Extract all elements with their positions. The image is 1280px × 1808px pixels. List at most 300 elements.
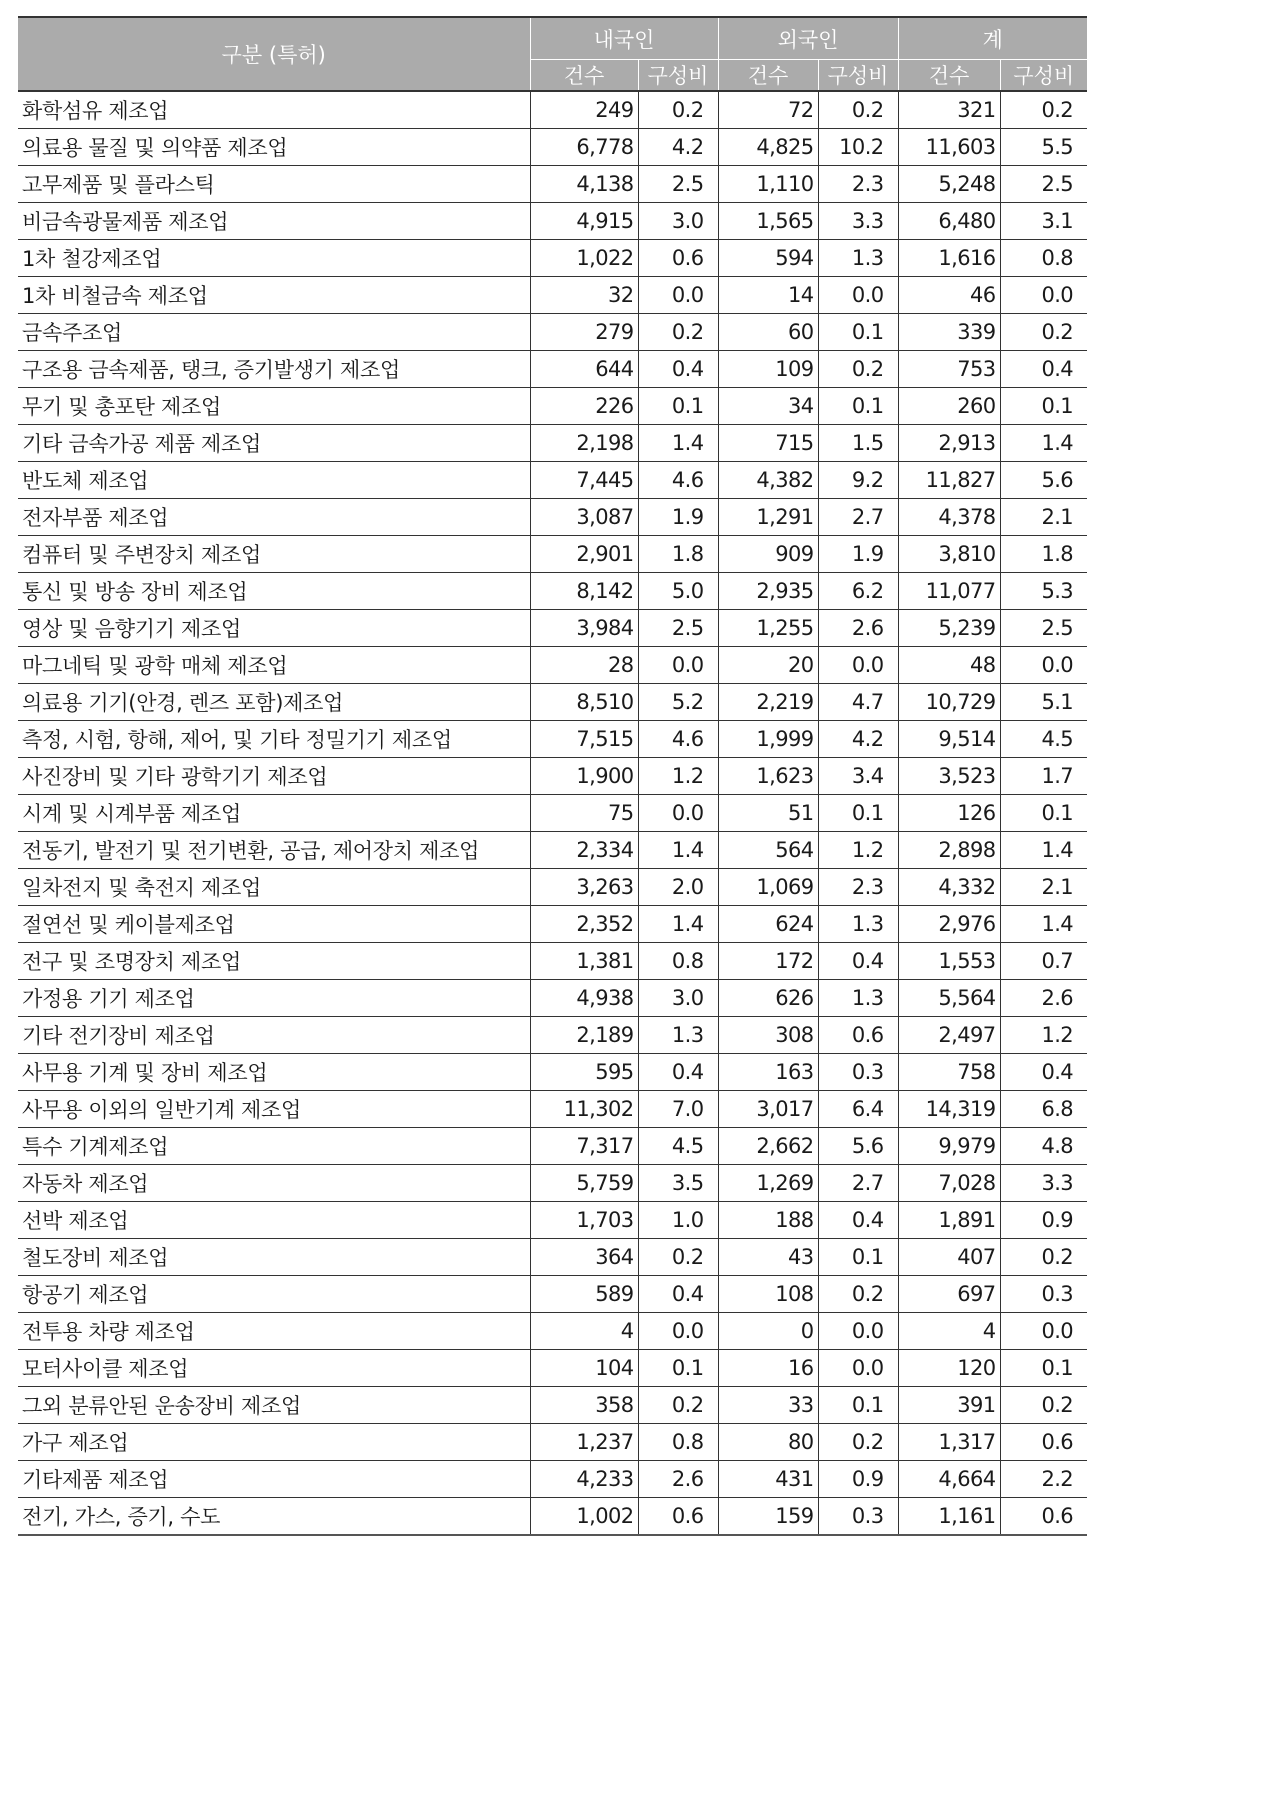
cell-total-pct: 0.2 — [1000, 314, 1087, 351]
cell-domestic-count: 1,002 — [530, 1498, 638, 1536]
cell-foreign-count: 108 — [718, 1276, 818, 1313]
cell-foreign-count: 16 — [718, 1350, 818, 1387]
cell-total-count: 7,028 — [898, 1165, 1000, 1202]
cell-total-pct: 0.8 — [1000, 240, 1087, 277]
cell-domestic-pct: 7.0 — [638, 1091, 718, 1128]
row-label: 화학섬유 제조업 — [18, 91, 530, 129]
table-row — [18, 1054, 1087, 1091]
cell-domestic-count: 4 — [530, 1313, 638, 1350]
cell-total-count: 9,514 — [898, 721, 1000, 758]
cell-foreign-pct: 0.3 — [818, 1054, 898, 1091]
cell-domestic-count: 595 — [530, 1054, 638, 1091]
cell-domestic-pct: 0.8 — [638, 1424, 718, 1461]
cell-total-pct: 2.1 — [1000, 869, 1087, 906]
table-row — [18, 647, 1087, 684]
cell-foreign-count: 4,382 — [718, 462, 818, 499]
table-row — [18, 1424, 1087, 1461]
cell-domestic-count: 279 — [530, 314, 638, 351]
cell-foreign-pct: 1.2 — [818, 832, 898, 869]
cell-foreign-count: 60 — [718, 314, 818, 351]
cell-foreign-count: 431 — [718, 1461, 818, 1498]
cell-domestic-pct: 0.8 — [638, 943, 718, 980]
cell-domestic-pct: 0.6 — [638, 1498, 718, 1536]
table-row — [18, 721, 1087, 758]
cell-domestic-count: 364 — [530, 1239, 638, 1276]
cell-foreign-count: 33 — [718, 1387, 818, 1424]
table-row — [18, 869, 1087, 906]
cell-domestic-count: 644 — [530, 351, 638, 388]
cell-domestic-count: 1,237 — [530, 1424, 638, 1461]
cell-domestic-pct: 0.0 — [638, 795, 718, 832]
cell-domestic-pct: 0.4 — [638, 351, 718, 388]
row-label: 구조용 금속제품, 탱크, 증기발생기 제조업 — [18, 351, 530, 388]
cell-total-pct: 3.1 — [1000, 203, 1087, 240]
patent-statistics-table — [18, 16, 1087, 1536]
cell-total-pct: 0.1 — [1000, 388, 1087, 425]
row-label: 가구 제조업 — [18, 1424, 530, 1461]
cell-foreign-count: 715 — [718, 425, 818, 462]
cell-foreign-pct: 0.1 — [818, 795, 898, 832]
cell-total-count: 4 — [898, 1313, 1000, 1350]
cell-domestic-pct: 4.2 — [638, 129, 718, 166]
cell-total-pct: 5.5 — [1000, 129, 1087, 166]
cell-domestic-count: 75 — [530, 795, 638, 832]
cell-foreign-pct: 6.4 — [818, 1091, 898, 1128]
cell-total-pct: 0.9 — [1000, 1202, 1087, 1239]
row-label: 기타제품 제조업 — [18, 1461, 530, 1498]
cell-total-pct: 5.3 — [1000, 573, 1087, 610]
cell-domestic-pct: 0.4 — [638, 1276, 718, 1313]
table-row — [18, 425, 1087, 462]
row-label: 1차 비철금속 제조업 — [18, 277, 530, 314]
cell-foreign-count: 72 — [718, 91, 818, 129]
cell-total-count: 1,553 — [898, 943, 1000, 980]
table-row — [18, 1165, 1087, 1202]
cell-domestic-count: 2,901 — [530, 536, 638, 573]
cell-total-pct: 0.7 — [1000, 943, 1087, 980]
cell-total-count: 321 — [898, 91, 1000, 129]
cell-domestic-count: 1,381 — [530, 943, 638, 980]
cell-total-count: 260 — [898, 388, 1000, 425]
cell-domestic-pct: 5.0 — [638, 573, 718, 610]
cell-foreign-pct: 0.2 — [818, 1424, 898, 1461]
cell-total-pct: 1.8 — [1000, 536, 1087, 573]
cell-foreign-count: 80 — [718, 1424, 818, 1461]
row-label: 그외 분류안된 운송장비 제조업 — [18, 1387, 530, 1424]
cell-foreign-pct: 0.6 — [818, 1017, 898, 1054]
cell-domestic-count: 28 — [530, 647, 638, 684]
cell-domestic-pct: 0.2 — [638, 1387, 718, 1424]
cell-foreign-pct: 0.1 — [818, 314, 898, 351]
cell-domestic-count: 32 — [530, 277, 638, 314]
cell-foreign-pct: 0.1 — [818, 1239, 898, 1276]
cell-foreign-pct: 0.2 — [818, 91, 898, 129]
cell-foreign-count: 3,017 — [718, 1091, 818, 1128]
cell-total-count: 3,523 — [898, 758, 1000, 795]
cell-domestic-count: 589 — [530, 1276, 638, 1313]
patent-statistics-table-container — [18, 16, 1087, 1536]
row-label: 사진장비 및 기타 광학기기 제조업 — [18, 758, 530, 795]
cell-foreign-pct: 5.6 — [818, 1128, 898, 1165]
cell-foreign-pct: 2.7 — [818, 1165, 898, 1202]
cell-domestic-pct: 3.5 — [638, 1165, 718, 1202]
cell-total-count: 1,891 — [898, 1202, 1000, 1239]
cell-foreign-pct: 0.1 — [818, 388, 898, 425]
cell-foreign-pct: 2.7 — [818, 499, 898, 536]
cell-foreign-count: 2,662 — [718, 1128, 818, 1165]
cell-domestic-pct: 0.2 — [638, 91, 718, 129]
table-row — [18, 1350, 1087, 1387]
cell-total-pct: 2.5 — [1000, 610, 1087, 647]
cell-total-pct: 0.6 — [1000, 1424, 1087, 1461]
table-row — [18, 203, 1087, 240]
cell-foreign-count: 188 — [718, 1202, 818, 1239]
cell-foreign-pct: 1.3 — [818, 240, 898, 277]
header-group-foreign: 외국인 — [718, 17, 898, 60]
row-label: 전기, 가스, 증기, 수도 — [18, 1498, 530, 1536]
table-row — [18, 610, 1087, 647]
row-label: 1차 철강제조업 — [18, 240, 530, 277]
table-row — [18, 91, 1087, 129]
cell-total-count: 4,664 — [898, 1461, 1000, 1498]
cell-total-pct: 0.4 — [1000, 1054, 1087, 1091]
cell-foreign-pct: 0.0 — [818, 277, 898, 314]
row-label: 선박 제조업 — [18, 1202, 530, 1239]
table-row — [18, 832, 1087, 869]
cell-foreign-count: 909 — [718, 536, 818, 573]
cell-total-count: 11,827 — [898, 462, 1000, 499]
cell-foreign-pct: 0.0 — [818, 647, 898, 684]
cell-total-pct: 0.2 — [1000, 1387, 1087, 1424]
table-row — [18, 1202, 1087, 1239]
table-row — [18, 1498, 1087, 1536]
cell-domestic-pct: 1.4 — [638, 832, 718, 869]
table-row — [18, 462, 1087, 499]
cell-domestic-pct: 2.5 — [638, 166, 718, 203]
row-label: 측정, 시험, 항해, 제어, 및 기타 정밀기기 제조업 — [18, 721, 530, 758]
cell-domestic-pct: 0.0 — [638, 277, 718, 314]
table-row — [18, 1461, 1087, 1498]
cell-foreign-count: 2,935 — [718, 573, 818, 610]
cell-total-pct: 5.6 — [1000, 462, 1087, 499]
table-row — [18, 240, 1087, 277]
cell-total-count: 2,913 — [898, 425, 1000, 462]
table-row — [18, 943, 1087, 980]
cell-domestic-count: 1,900 — [530, 758, 638, 795]
table-row — [18, 1276, 1087, 1313]
cell-domestic-count: 2,352 — [530, 906, 638, 943]
cell-total-count: 1,616 — [898, 240, 1000, 277]
cell-foreign-count: 34 — [718, 388, 818, 425]
cell-total-pct: 0.6 — [1000, 1498, 1087, 1536]
cell-total-count: 2,976 — [898, 906, 1000, 943]
row-label: 무기 및 총포탄 제조업 — [18, 388, 530, 425]
cell-foreign-count: 564 — [718, 832, 818, 869]
cell-total-count: 5,248 — [898, 166, 1000, 203]
cell-foreign-count: 20 — [718, 647, 818, 684]
cell-total-pct: 0.3 — [1000, 1276, 1087, 1313]
cell-domestic-pct: 0.2 — [638, 314, 718, 351]
cell-foreign-pct: 0.4 — [818, 1202, 898, 1239]
cell-foreign-pct: 1.9 — [818, 536, 898, 573]
cell-total-count: 3,810 — [898, 536, 1000, 573]
table-row — [18, 1017, 1087, 1054]
cell-domestic-count: 104 — [530, 1350, 638, 1387]
cell-foreign-count: 594 — [718, 240, 818, 277]
row-label: 모터사이클 제조업 — [18, 1350, 530, 1387]
cell-foreign-count: 14 — [718, 277, 818, 314]
cell-domestic-pct: 1.0 — [638, 1202, 718, 1239]
cell-domestic-pct: 1.4 — [638, 906, 718, 943]
cell-domestic-pct: 1.8 — [638, 536, 718, 573]
cell-domestic-pct: 4.6 — [638, 462, 718, 499]
cell-foreign-pct: 0.9 — [818, 1461, 898, 1498]
cell-domestic-count: 7,515 — [530, 721, 638, 758]
row-label: 마그네틱 및 광학 매체 제조업 — [18, 647, 530, 684]
cell-total-count: 4,332 — [898, 869, 1000, 906]
cell-domestic-count: 4,233 — [530, 1461, 638, 1498]
table-row — [18, 1239, 1087, 1276]
cell-foreign-count: 308 — [718, 1017, 818, 1054]
cell-total-count: 2,497 — [898, 1017, 1000, 1054]
cell-foreign-pct: 10.2 — [818, 129, 898, 166]
cell-domestic-pct: 0.0 — [638, 1313, 718, 1350]
row-label: 항공기 제조업 — [18, 1276, 530, 1313]
cell-total-pct: 0.2 — [1000, 91, 1087, 129]
cell-total-pct: 4.8 — [1000, 1128, 1087, 1165]
cell-total-pct: 0.0 — [1000, 1313, 1087, 1350]
cell-foreign-pct: 3.4 — [818, 758, 898, 795]
cell-foreign-pct: 2.6 — [818, 610, 898, 647]
table-row — [18, 573, 1087, 610]
table-row — [18, 1091, 1087, 1128]
cell-foreign-count: 1,110 — [718, 166, 818, 203]
cell-total-count: 4,378 — [898, 499, 1000, 536]
cell-total-pct: 0.0 — [1000, 277, 1087, 314]
cell-domestic-count: 4,138 — [530, 166, 638, 203]
header-total-count: 건수 — [898, 60, 1000, 92]
cell-total-count: 6,480 — [898, 203, 1000, 240]
row-label: 사무용 기계 및 장비 제조업 — [18, 1054, 530, 1091]
cell-domestic-pct: 2.5 — [638, 610, 718, 647]
header-group-domestic: 내국인 — [530, 17, 718, 60]
cell-domestic-count: 1,703 — [530, 1202, 638, 1239]
cell-total-count: 48 — [898, 647, 1000, 684]
cell-total-pct: 2.6 — [1000, 980, 1087, 1017]
cell-total-count: 120 — [898, 1350, 1000, 1387]
cell-foreign-count: 43 — [718, 1239, 818, 1276]
cell-foreign-count: 159 — [718, 1498, 818, 1536]
cell-domestic-pct: 3.0 — [638, 980, 718, 1017]
table-row — [18, 906, 1087, 943]
cell-domestic-count: 7,317 — [530, 1128, 638, 1165]
cell-total-pct: 2.5 — [1000, 166, 1087, 203]
row-label: 일차전지 및 축전지 제조업 — [18, 869, 530, 906]
cell-foreign-count: 109 — [718, 351, 818, 388]
cell-foreign-pct: 6.2 — [818, 573, 898, 610]
row-label: 사무용 이외의 일반기계 제조업 — [18, 1091, 530, 1128]
cell-foreign-count: 172 — [718, 943, 818, 980]
table-row — [18, 351, 1087, 388]
cell-domestic-count: 226 — [530, 388, 638, 425]
cell-domestic-pct: 1.2 — [638, 758, 718, 795]
cell-foreign-count: 163 — [718, 1054, 818, 1091]
header-total-pct: 구성비 — [1000, 60, 1087, 92]
row-label: 특수 기계제조업 — [18, 1128, 530, 1165]
table-row — [18, 277, 1087, 314]
cell-total-pct: 4.5 — [1000, 721, 1087, 758]
cell-domestic-pct: 3.0 — [638, 203, 718, 240]
cell-total-count: 753 — [898, 351, 1000, 388]
cell-total-count: 126 — [898, 795, 1000, 832]
row-label: 전구 및 조명장치 제조업 — [18, 943, 530, 980]
cell-total-count: 5,239 — [898, 610, 1000, 647]
row-label: 기타 전기장비 제조업 — [18, 1017, 530, 1054]
header-foreign-count: 건수 — [718, 60, 818, 92]
cell-foreign-count: 1,269 — [718, 1165, 818, 1202]
cell-foreign-count: 0 — [718, 1313, 818, 1350]
cell-total-pct: 0.4 — [1000, 351, 1087, 388]
header-domestic-pct: 구성비 — [638, 60, 718, 92]
cell-domestic-pct: 2.0 — [638, 869, 718, 906]
cell-foreign-pct: 2.3 — [818, 166, 898, 203]
cell-total-count: 339 — [898, 314, 1000, 351]
table-row — [18, 388, 1087, 425]
cell-foreign-count: 624 — [718, 906, 818, 943]
cell-foreign-pct: 0.1 — [818, 1387, 898, 1424]
cell-foreign-count: 1,623 — [718, 758, 818, 795]
table-row — [18, 758, 1087, 795]
row-label: 의료용 기기(안경, 렌즈 포함)제조업 — [18, 684, 530, 721]
cell-domestic-pct: 2.6 — [638, 1461, 718, 1498]
header-row-groups — [18, 17, 1087, 60]
cell-total-count: 2,898 — [898, 832, 1000, 869]
cell-domestic-count: 8,142 — [530, 573, 638, 610]
cell-domestic-count: 3,087 — [530, 499, 638, 536]
cell-domestic-pct: 0.6 — [638, 240, 718, 277]
row-label: 고무제품 및 플라스틱 — [18, 166, 530, 203]
row-label: 반도체 제조업 — [18, 462, 530, 499]
cell-domestic-count: 4,915 — [530, 203, 638, 240]
cell-total-pct: 0.1 — [1000, 1350, 1087, 1387]
cell-domestic-count: 8,510 — [530, 684, 638, 721]
row-label: 기타 금속가공 제품 제조업 — [18, 425, 530, 462]
cell-total-pct: 1.4 — [1000, 832, 1087, 869]
cell-foreign-pct: 1.3 — [818, 906, 898, 943]
cell-total-pct: 2.2 — [1000, 1461, 1087, 1498]
cell-total-count: 697 — [898, 1276, 1000, 1313]
cell-total-count: 1,317 — [898, 1424, 1000, 1461]
cell-foreign-count: 4,825 — [718, 129, 818, 166]
header-foreign-pct: 구성비 — [818, 60, 898, 92]
cell-foreign-pct: 2.3 — [818, 869, 898, 906]
row-label: 철도장비 제조업 — [18, 1239, 530, 1276]
table-row — [18, 536, 1087, 573]
row-label: 전자부품 제조업 — [18, 499, 530, 536]
cell-domestic-count: 249 — [530, 91, 638, 129]
cell-total-pct: 2.1 — [1000, 499, 1087, 536]
cell-total-count: 10,729 — [898, 684, 1000, 721]
row-label: 의료용 물질 및 의약품 제조업 — [18, 129, 530, 166]
cell-domestic-pct: 0.1 — [638, 1350, 718, 1387]
cell-total-pct: 5.1 — [1000, 684, 1087, 721]
cell-domestic-pct: 1.3 — [638, 1017, 718, 1054]
cell-domestic-count: 7,445 — [530, 462, 638, 499]
cell-total-count: 14,319 — [898, 1091, 1000, 1128]
cell-foreign-count: 1,291 — [718, 499, 818, 536]
cell-total-count: 46 — [898, 277, 1000, 314]
row-label: 금속주조업 — [18, 314, 530, 351]
cell-domestic-count: 5,759 — [530, 1165, 638, 1202]
cell-foreign-count: 1,565 — [718, 203, 818, 240]
cell-total-pct: 1.2 — [1000, 1017, 1087, 1054]
cell-foreign-count: 1,069 — [718, 869, 818, 906]
table-row — [18, 129, 1087, 166]
cell-domestic-count: 2,334 — [530, 832, 638, 869]
cell-domestic-count: 2,198 — [530, 425, 638, 462]
row-label: 영상 및 음향기기 제조업 — [18, 610, 530, 647]
row-label: 절연선 및 케이블제조업 — [18, 906, 530, 943]
cell-foreign-pct: 0.4 — [818, 943, 898, 980]
cell-total-count: 407 — [898, 1239, 1000, 1276]
header-category: 구분 (특허) — [18, 17, 530, 91]
table-row — [18, 314, 1087, 351]
cell-domestic-pct: 0.1 — [638, 388, 718, 425]
cell-domestic-pct: 5.2 — [638, 684, 718, 721]
row-label: 컴퓨터 및 주변장치 제조업 — [18, 536, 530, 573]
cell-foreign-pct: 0.0 — [818, 1350, 898, 1387]
header-domestic-count: 건수 — [530, 60, 638, 92]
cell-foreign-pct: 0.2 — [818, 1276, 898, 1313]
cell-total-pct: 3.3 — [1000, 1165, 1087, 1202]
cell-domestic-count: 6,778 — [530, 129, 638, 166]
cell-foreign-count: 1,999 — [718, 721, 818, 758]
cell-foreign-pct: 3.3 — [818, 203, 898, 240]
cell-total-count: 9,979 — [898, 1128, 1000, 1165]
cell-total-count: 1,161 — [898, 1498, 1000, 1536]
cell-foreign-count: 51 — [718, 795, 818, 832]
cell-domestic-pct: 1.9 — [638, 499, 718, 536]
cell-total-pct: 0.0 — [1000, 647, 1087, 684]
row-label: 전동기, 발전기 및 전기변환, 공급, 제어장치 제조업 — [18, 832, 530, 869]
table-row — [18, 1313, 1087, 1350]
cell-total-count: 11,077 — [898, 573, 1000, 610]
cell-domestic-pct: 4.6 — [638, 721, 718, 758]
cell-domestic-count: 2,189 — [530, 1017, 638, 1054]
table-row — [18, 684, 1087, 721]
cell-foreign-count: 626 — [718, 980, 818, 1017]
row-label: 통신 및 방송 장비 제조업 — [18, 573, 530, 610]
table-row — [18, 795, 1087, 832]
cell-total-count: 11,603 — [898, 129, 1000, 166]
cell-domestic-pct: 0.2 — [638, 1239, 718, 1276]
cell-domestic-count: 11,302 — [530, 1091, 638, 1128]
table-row — [18, 166, 1087, 203]
cell-total-pct: 1.4 — [1000, 425, 1087, 462]
cell-total-count: 5,564 — [898, 980, 1000, 1017]
cell-domestic-pct: 1.4 — [638, 425, 718, 462]
cell-domestic-count: 3,263 — [530, 869, 638, 906]
cell-foreign-count: 2,219 — [718, 684, 818, 721]
cell-domestic-pct: 0.4 — [638, 1054, 718, 1091]
cell-total-count: 758 — [898, 1054, 1000, 1091]
cell-total-pct: 0.1 — [1000, 795, 1087, 832]
cell-foreign-pct: 4.7 — [818, 684, 898, 721]
cell-domestic-count: 3,984 — [530, 610, 638, 647]
row-label: 가정용 기기 제조업 — [18, 980, 530, 1017]
cell-foreign-pct: 0.3 — [818, 1498, 898, 1536]
row-label: 자동차 제조업 — [18, 1165, 530, 1202]
